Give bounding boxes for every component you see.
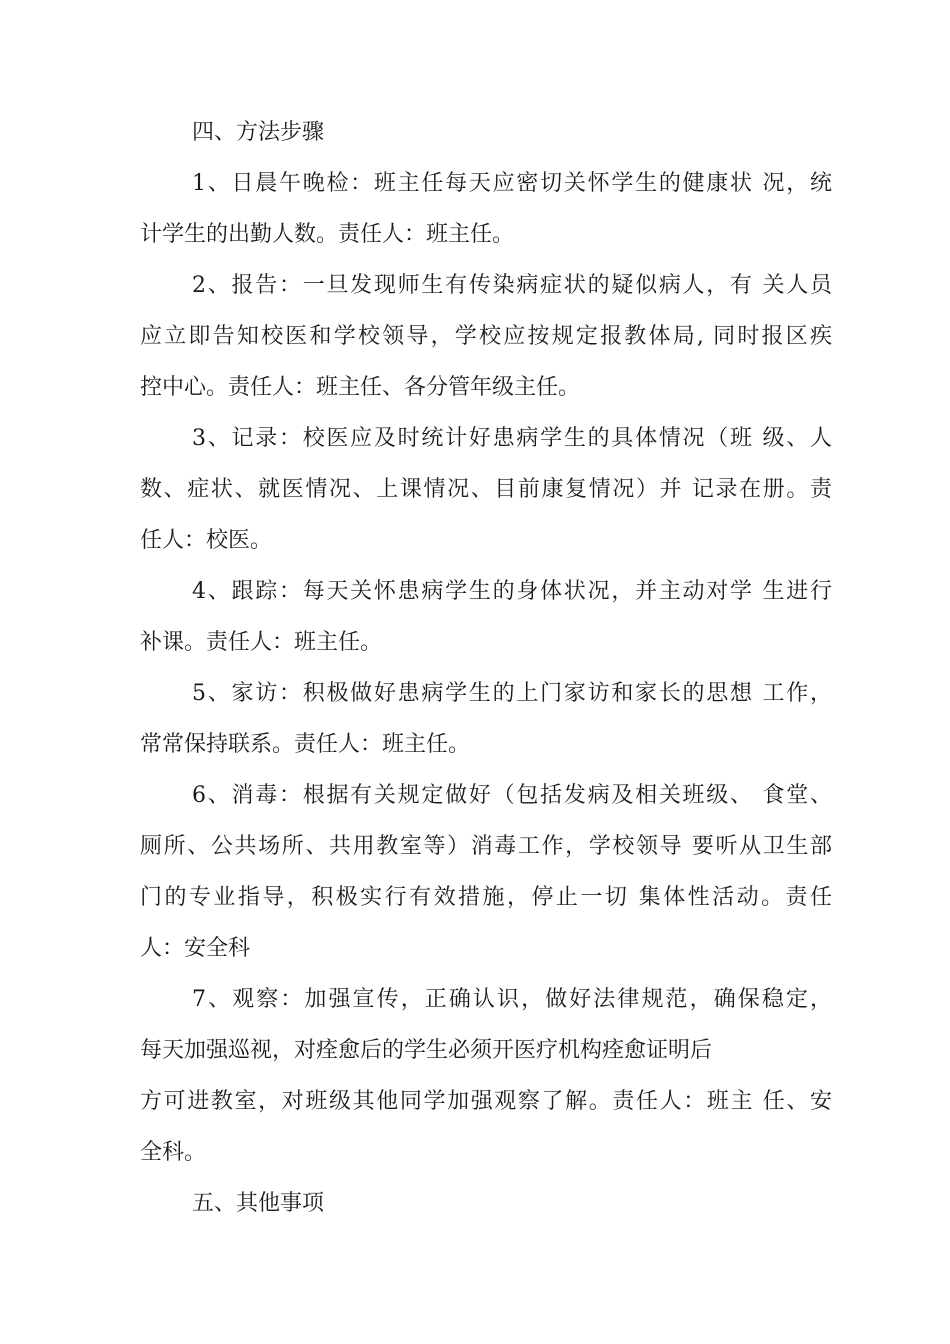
step-3-line-1: 3、记录：校医应及时统计好患病学生的具体情况（班 级、人 <box>192 426 832 451</box>
step-1-line-2: 计学生的出勤人数。责任人：班主任。 <box>140 222 515 247</box>
section-heading-other: 五、其他事项 <box>192 1191 325 1216</box>
step-1-line-1: 1、日晨午晚检：班主任每天应密切关怀学生的健康状 况，统 <box>192 171 832 196</box>
step-6-line-3: 门的专业指导，积极实行有效措施，停止一切 集体性活动。责任 <box>140 885 832 910</box>
step-2-line-3: 控中心。责任人：班主任、各分管年级主任。 <box>140 375 581 400</box>
document-body <box>140 107 832 1229</box>
step-5-line-1: 5、家访：积极做好患病学生的上门家访和家长的思想 工作， <box>192 681 832 706</box>
step-3-line-2: 数、症状、就医情况、上课情况、目前康复情况）并 记录在册。责 <box>140 477 832 502</box>
step-7-line-1: 7、观察：加强宣传，正确认识，做好法律规范，确保稳定， <box>192 987 832 1012</box>
step-item-7 <box>140 974 832 1178</box>
step-3-line-3: 任人：校医。 <box>140 528 273 553</box>
step-item-4 <box>140 566 832 668</box>
step-7-line-2: 每天加强巡视，对痊愈后的学生必须开医疗机构痊愈证明后 <box>140 1038 713 1063</box>
step-item-6 <box>140 770 832 974</box>
step-item-1 <box>140 158 832 260</box>
step-7-line-3: 方可进教室，对班级其他同学加强观察了解。责任人：班主 任、安 <box>140 1089 832 1114</box>
section-heading-methods: 四、方法步骤 <box>192 120 325 145</box>
step-4-line-1: 4、跟踪：每天关怀患病学生的身体状况，并主动对学 生进行 <box>192 579 832 604</box>
step-6-line-4: 人：安全科 <box>140 936 251 961</box>
step-4-line-2: 补课。责任人：班主任。 <box>140 630 383 655</box>
step-5-line-2: 常常保持联系。责任人：班主任。 <box>140 732 471 757</box>
step-item-2 <box>140 260 832 413</box>
step-6-line-2: 厕所、公共场所、共用教室等）消毒工作，学校领导 要听从卫生部 <box>140 834 832 859</box>
step-7-line-4: 全科。 <box>140 1140 207 1165</box>
step-item-5 <box>140 668 832 770</box>
step-2-line-2: 应立即告知校医和学校领导，学校应按规定报教体局, 同时报区疾 <box>140 324 832 349</box>
step-6-line-1: 6、消毒：根据有关规定做好（包括发病及相关班级、 食堂、 <box>192 783 832 808</box>
step-2-line-1: 2、报告：一旦发现师生有传染病症状的疑似病人，有 关人员 <box>192 273 832 298</box>
step-item-3 <box>140 413 832 566</box>
